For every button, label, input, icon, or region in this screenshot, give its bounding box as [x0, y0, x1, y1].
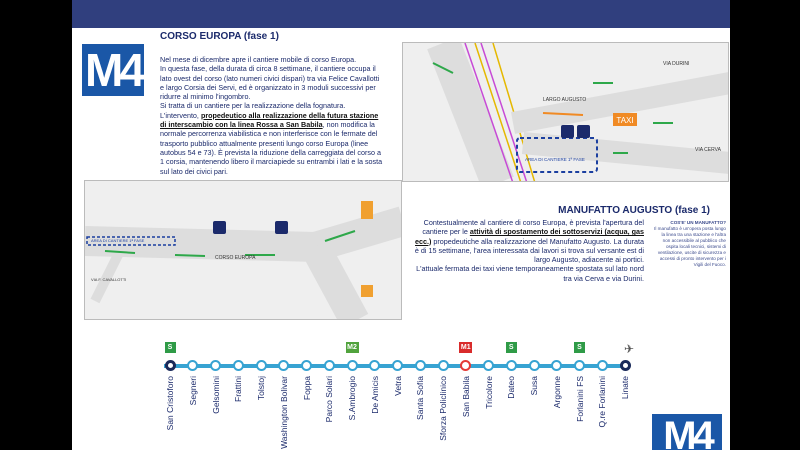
section2-p1c: propedeutiche alla realizzazione del Manufatto Augusto. La durata è di 15 settimane, l'area interessata dai lavori si trova sul versante est di largo Augusto, adiacente ai portici. — [414, 236, 644, 265]
station-name: Q.re Forlanini — [597, 376, 608, 428]
section2-p2: L'attuale fermata dei taxi viene temporaneamente spostata sul lato nord tra via Cerva e via Durini. — [416, 264, 644, 283]
station-dot — [529, 360, 540, 371]
map-corso-europa-drawing — [85, 181, 402, 320]
m4-logo-bottom: M4 — [652, 414, 722, 450]
station-name: San Cristoforo — [165, 376, 175, 431]
airplane-icon: ✈ — [624, 342, 635, 356]
station-dot — [574, 360, 585, 371]
map2-street-europa: CORSO EUROPA — [215, 255, 256, 261]
map1-street-largo: LARGO AUGUSTO — [543, 97, 587, 103]
station-name: Parco Solari — [324, 376, 335, 423]
station-name: Dateo — [506, 376, 517, 399]
station-dot — [438, 360, 449, 371]
interchange-badge: S — [165, 342, 176, 353]
station-name: S.Ambrogio — [347, 376, 357, 421]
map2-street-cavallotti: VIA F. CAVALLOTTI — [91, 277, 127, 282]
station-name: Argonne — [551, 376, 562, 409]
station-name: Foppa — [301, 376, 312, 401]
station-dot — [165, 360, 176, 371]
station-dot — [483, 360, 494, 371]
section2-p1b: attività di spostamento dei sottoservizi (acqua, gas ecc.) — [415, 227, 644, 246]
manufatto-info-box — [654, 220, 726, 268]
station-dot — [506, 360, 517, 371]
section1-p2: In questa fase, della durata di circa 8 settimane, il cantiere occupa il lato ovest del corso (lato numeri civici dispari) tra via Felice Cavallotti e largo Corsia dei Servi, ed è organizzato in 3 moduli successivi per ridurre al minimo l'ingombro. — [160, 64, 380, 102]
section2-p1a: Contestualmente al cantiere di corso Europa, è prevista l'apertura del cantiere per le — [422, 218, 644, 237]
map1-area-label: AREA DI CANTIERE 1ª FASE — [525, 157, 585, 162]
station-name: San Babila — [460, 376, 471, 418]
station-name: Linate — [620, 376, 630, 400]
sidebox-text: Il manufatto è un'opera posta lungo la linea tra una stazione e l'altra non accessibile al pubblico che ospita locali tecnici, sistemi di ventilazione, uscite di sicurezza e accessi di pronto intervento per i Vigili del Fuoco. — [654, 226, 726, 267]
map-largo-augusto — [402, 42, 729, 182]
station-name: Santa Sofia — [415, 376, 426, 420]
section1-p1: Nel mese di dicembre apre il cantiere mobile di corso Europa. — [160, 55, 357, 64]
station-dot — [324, 360, 335, 371]
m4-logo: M4 — [82, 44, 144, 96]
section1-p3: Si tratta di un cantiere per la realizzazione della fognatura. — [160, 101, 346, 111]
interchange-badge: M2 — [347, 344, 357, 351]
station-name: Susa — [529, 376, 539, 396]
station-dot — [278, 360, 289, 371]
station-dot — [551, 360, 562, 371]
map-largo-augusto-drawing — [403, 43, 729, 182]
slide — [72, 0, 730, 450]
station-name: Forlanini FS — [574, 376, 585, 422]
section1-body — [160, 55, 384, 176]
station-dot — [187, 360, 198, 371]
station-name: Gelsomini — [210, 376, 221, 414]
station-name: Sforza Policlinico — [438, 376, 448, 441]
section2-title: MANUFATTO AUGUSTO (fase 1) — [558, 205, 710, 216]
map1-street-cerva: VIA CERVA — [695, 147, 721, 153]
station-dot — [369, 360, 380, 371]
station-dot — [620, 360, 631, 371]
section1-p4c: , non modifica la normale percorrenza viabilistica e non interferisce con le fermate del trasporto pubblico attualmente presenti lungo corso Europa (linee autobus 54 e 73). È prevista la riduzione della carreggiata del corso a 1 corsia, mantenendo libero il marciapiede su entrambi i lati e la sosta sul lato dei civici pari. — [160, 120, 383, 176]
interchange-badge: S — [506, 342, 517, 353]
station-dot — [392, 360, 403, 371]
station-name: Segneri — [187, 376, 198, 406]
station-dot — [460, 360, 471, 371]
station-name: Tricolore — [483, 376, 494, 409]
section1-p4b: propedeutico alla realizzazione della futura stazione di interscambio con la linea Rossa a San Babila — [160, 110, 379, 130]
station-dot — [256, 360, 267, 371]
station-dot — [597, 360, 608, 371]
section1-p4a: L'intervento, — [160, 110, 201, 120]
station-name: Vetra — [392, 376, 403, 396]
station-name: Washington Bolivar — [278, 376, 289, 449]
station-dot — [415, 360, 426, 371]
station-dot — [233, 360, 244, 371]
station-dot — [210, 360, 221, 371]
map-corso-europa — [84, 180, 402, 320]
station-dot — [301, 360, 312, 371]
taxi-label: TAXI — [616, 116, 634, 125]
sidebox-title: COS'E' UN MANUFATTO? — [670, 220, 726, 225]
section1-title: CORSO EUROPA (fase 1) — [160, 31, 279, 42]
station-name: Tolstoj — [256, 376, 266, 401]
station-name: Frattini — [233, 376, 244, 402]
top-bar — [72, 0, 730, 28]
interchange-badge: M1 — [460, 344, 471, 351]
station-dot — [347, 360, 358, 371]
section2-body — [410, 218, 644, 283]
interchange-badge: S — [574, 342, 585, 353]
map2-area-label: AREA DI CANTIERE 1ª FASE — [91, 238, 145, 243]
map1-street-durini: VIA DURINI — [663, 61, 690, 67]
station-name: De Amicis — [369, 376, 380, 414]
